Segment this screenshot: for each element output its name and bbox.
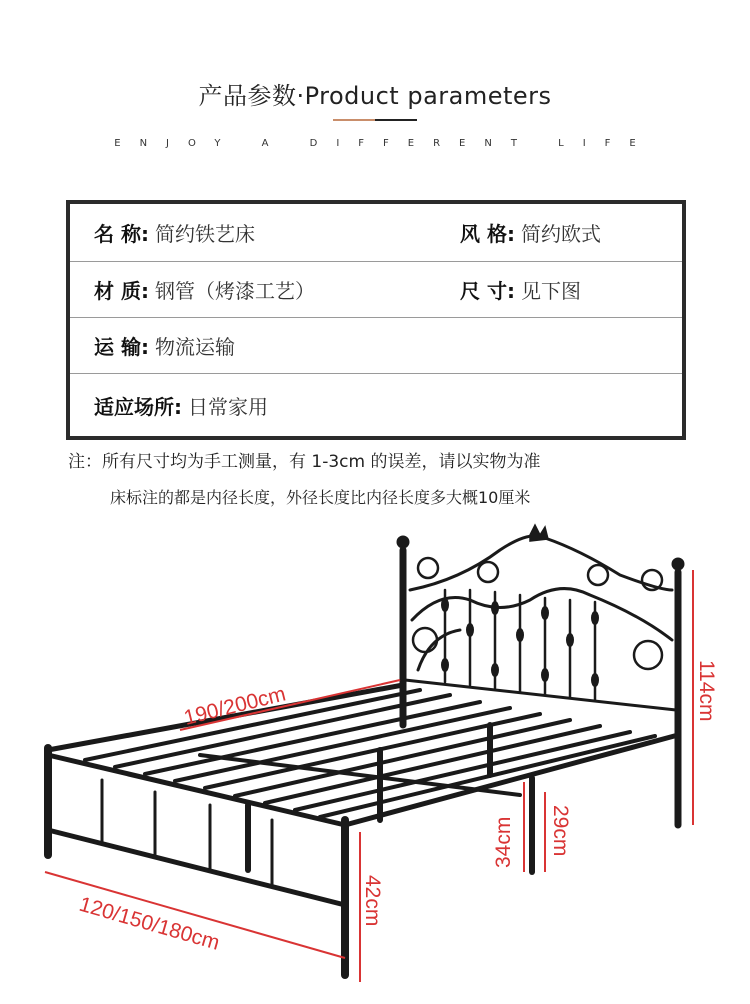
dim-label-length: 190/200cm: [181, 682, 289, 730]
dimension-note: 床标注的都是内径长度，外径长度比内径长度多大概10厘米: [110, 488, 531, 507]
param-row-name-style: [70, 204, 682, 262]
param-value-name: 简约铁艺床: [154, 222, 255, 246]
param-row-transport: [70, 318, 682, 374]
param-cell-material: [94, 262, 315, 317]
title-divider-dark: [375, 119, 417, 121]
param-label-style: 风 格:: [460, 222, 515, 246]
param-row-material-size: [70, 262, 682, 318]
measurement-note: 注：所有尺寸均为手工测量，有 1-3cm 的误差，请以实物为准: [68, 452, 541, 472]
post-finial-left: [397, 536, 409, 548]
slogan: ENJOY A DIFFERENT LIFE: [114, 138, 655, 149]
param-cell-style: [460, 204, 601, 261]
param-label-transport: 运 输:: [94, 335, 149, 359]
bed-slats: [85, 690, 655, 817]
param-row-place: [70, 374, 682, 436]
param-value-transport: 物流运输: [154, 335, 235, 359]
param-cell-name: [94, 204, 255, 261]
param-value-size: 见下图: [520, 279, 581, 303]
param-label-name: 名 称:: [94, 222, 149, 246]
param-label-place: 适应场所:: [94, 394, 182, 419]
dim-label-headboard: 114cm: [695, 660, 718, 722]
headboard-top-scroll: [410, 536, 672, 590]
dim-label-foot: 42cm: [361, 875, 384, 927]
param-value-material: 钢管（烤漆工艺）: [154, 279, 315, 303]
parameter-table: [66, 200, 686, 440]
param-cell-transport: [94, 318, 235, 373]
param-cell-place: [94, 374, 268, 436]
dim-label-frame: 34cm: [492, 816, 515, 868]
title-divider-accent: [333, 119, 375, 121]
bed-illustration: [0, 520, 750, 1004]
dim-label-leg: 29cm: [549, 805, 572, 857]
param-label-material: 材 质:: [94, 279, 149, 303]
dim-label-width: 120/150/180cm: [76, 892, 223, 955]
post-finial-right: [672, 558, 684, 570]
param-value-style: 简约欧式: [520, 222, 601, 246]
headboard-crest: [530, 525, 548, 541]
param-label-size: 尺 寸:: [460, 279, 515, 303]
page-title: 产品参数·Product parameters: [198, 82, 552, 110]
param-cell-size: [460, 262, 581, 317]
foot-rail-bottom: [48, 830, 345, 905]
param-value-place: 日常家用: [188, 394, 268, 419]
